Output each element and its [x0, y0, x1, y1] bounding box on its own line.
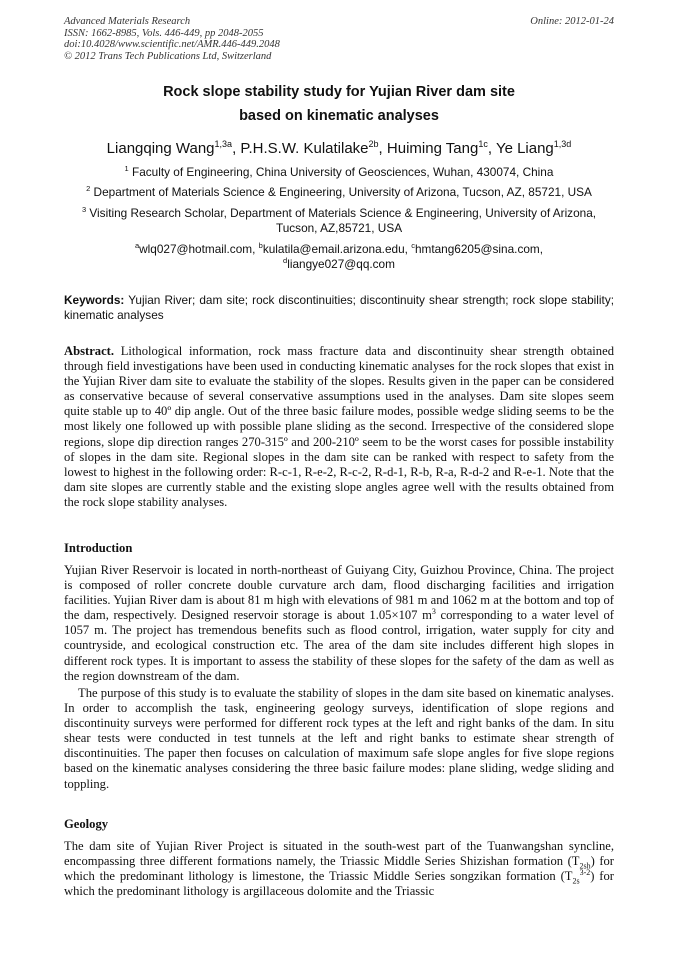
affiliation-number: 1: [124, 164, 129, 173]
issn-line: ISSN: 1662-8985, Vols. 446-449, pp 2048-2055: [64, 27, 264, 39]
author-name: Liangqing Wang: [106, 140, 215, 157]
author-name: Huiming Tang: [386, 140, 479, 157]
journal-name: Advanced Materials Research: [64, 16, 191, 27]
paper-title-line-1: Rock slope stability study for Yujian River dam site: [163, 84, 515, 100]
author-affil-sup: 1c: [478, 139, 488, 149]
email-a[interactable]: wlq027@hotmail.com,: [139, 242, 259, 256]
paragraph-text: ) for which the predominant lithology is argillaceous dolomite and the Triassic: [64, 869, 614, 899]
introduction-paragraph-2: The purpose of this study is to evaluate the stability of slopes in the dam site based on kinematic analyses. In order to accomplish the task, engineering geology surveys, identification of slope regions and discontinuity surveys were performed for different rock types at the left and right banks of the dam. In situ shear tests were conducted in test tunnels at the left and right banks to estimate shear strength of discontinuities. The paper then focuses on calculation of maximum safe slope angles for five slope regions based on the kinematic analyses considering the three basic failure modes: plane sliding, wedge sliding and toppling.: [64, 686, 614, 791]
author-affil-sup: 2b: [368, 139, 379, 149]
paragraph-text: The dam site of Yujian River Project is situated in the south-west part of the Tuanwangshan syncline, encompassing three different formations namely, the Triassic Middle Series Shizishan formation (T: [64, 839, 614, 869]
geology-paragraph-1: [64, 839, 614, 899]
author-separator: ,: [232, 140, 241, 157]
affiliation-3: [64, 206, 614, 236]
affiliation-text: Visiting Research Scholar, Department of Materials Science & Engineering, University of Arizona,: [89, 206, 597, 220]
paper-title-line-2: based on kinematic analyses: [239, 108, 439, 124]
online-date: Online: 2012-01-24: [530, 16, 614, 27]
email-b[interactable]: kulatila@email.arizona.edu,: [262, 242, 412, 256]
author-separator: ,: [487, 140, 496, 157]
paragraph-text: corresponding to a water level of 1057 m. The project has tremendous benefits such as flood control, irrigation, water supply for city and countryside, and ecological construction etc. The area of the dam site includes different high slopes in different rock types. It is important to assess the stability of these slopes for the safety of the dam as well as the region downstream of the dam.: [64, 608, 614, 683]
author-affil-sup: 1,3a: [214, 139, 233, 149]
section-heading-geology: Geology: [64, 817, 109, 831]
author-name: P.H.S.W. Kulatilake: [240, 140, 369, 157]
superscript: 3: [431, 607, 436, 617]
introduction-paragraph-1: [64, 563, 614, 684]
affiliation-text: Department of Materials Science & Engineering, University of Arizona, Tucson, AZ, 85721, USA: [93, 185, 592, 199]
affiliation-2: [64, 185, 614, 200]
affiliation-number: 3: [81, 205, 87, 214]
abstract-label: Abstract.: [64, 344, 115, 358]
keywords-text: Yujian River; dam site; rock discontinuities; discontinuity shear strength; rock slope stability; kinematic analyses: [64, 293, 614, 322]
paragraph-text: ) for which the predominant lithology is limestone, the Triassic Middle Series songzikan formation (T: [64, 854, 614, 884]
journal-header: [64, 16, 280, 62]
affiliation-1: [64, 165, 614, 180]
copyright-line: © 2012 Trans Tech Publications Ltd, Switzerland: [64, 50, 272, 62]
author-emails: [64, 242, 614, 272]
abstract-text: Lithological information, rock mass fracture data and discontinuity shear strength obtained through field investigations have been used in conducting kinematic analyses for the rock slopes that exist in the Yujian River dam site to evaluate the stability of the slopes. Results given in the paper can be considered as conservative because of several conservative assumptions used in the analyses. Dam site slopes seem quite stable up to 40º dip angle. Out of the three basic failure modes, possible wedge sliding seems to be the most likely one followed up with possible plane sliding as the second. Irrespective of the considered slope regions, slope dip direction ranges 270-315º and 200-210º seem to be the worst cases for possible instability of slopes in the dam site. Regional slopes in the dam site can be ranked with respect to safety from the lowest to highest in the following order: R-c-1, R-e-2, R-c-2, R-d-1, R-b, R-a, R-d-2 and R-e-1. Note that the dam site slopes are currently stable and the existing slope angles agree well with the results obtained from the rock slope stability analyses.: [64, 344, 614, 509]
superscript: 3-2: [579, 868, 591, 877]
affiliation-number: 2: [86, 184, 91, 193]
author-list: [0, 140, 678, 157]
email-c[interactable]: hmtang6205@sina.com,: [414, 242, 544, 256]
affiliation-text-line-2: Tucson, AZ,85721, USA: [275, 221, 403, 235]
affiliation-text: Faculty of Engineering, China University of Geosciences, Wuhan, 430074, China: [132, 165, 554, 179]
email-sup: a: [134, 241, 140, 250]
keywords-block: [64, 293, 614, 323]
author-separator: ,: [378, 140, 387, 157]
email-sup: b: [258, 241, 263, 250]
email-d[interactable]: liangye027@qq.com: [287, 257, 395, 271]
subscript: 2sh: [579, 861, 591, 871]
email-sup: c: [411, 241, 415, 250]
abstract-paragraph: [64, 344, 614, 510]
subscript: 2s: [572, 876, 580, 886]
author-name: Ye Liang: [495, 140, 554, 157]
email-sup: d: [283, 256, 288, 265]
paragraph-text: Yujian River Reservoir is located in north-northeast of Guiyang City, Guizhou Province, China. The project is composed of roller concrete double curvature arch dam, flood discharging facilities and irrigation facilities. Yujian River dam is about 81 m high with elevations of 981 m and 1062 m at the bottom and top of the dam, respectively. Designed reservoir storage is about 1.05×107 m: [64, 563, 614, 623]
doi-line: doi:10.4028/www.scientific.net/AMR.446-449.2048: [64, 39, 280, 50]
keywords-label: Keywords:: [64, 293, 125, 307]
section-heading-introduction: Introduction: [64, 541, 133, 555]
author-affil-sup: 1,3d: [553, 139, 572, 149]
